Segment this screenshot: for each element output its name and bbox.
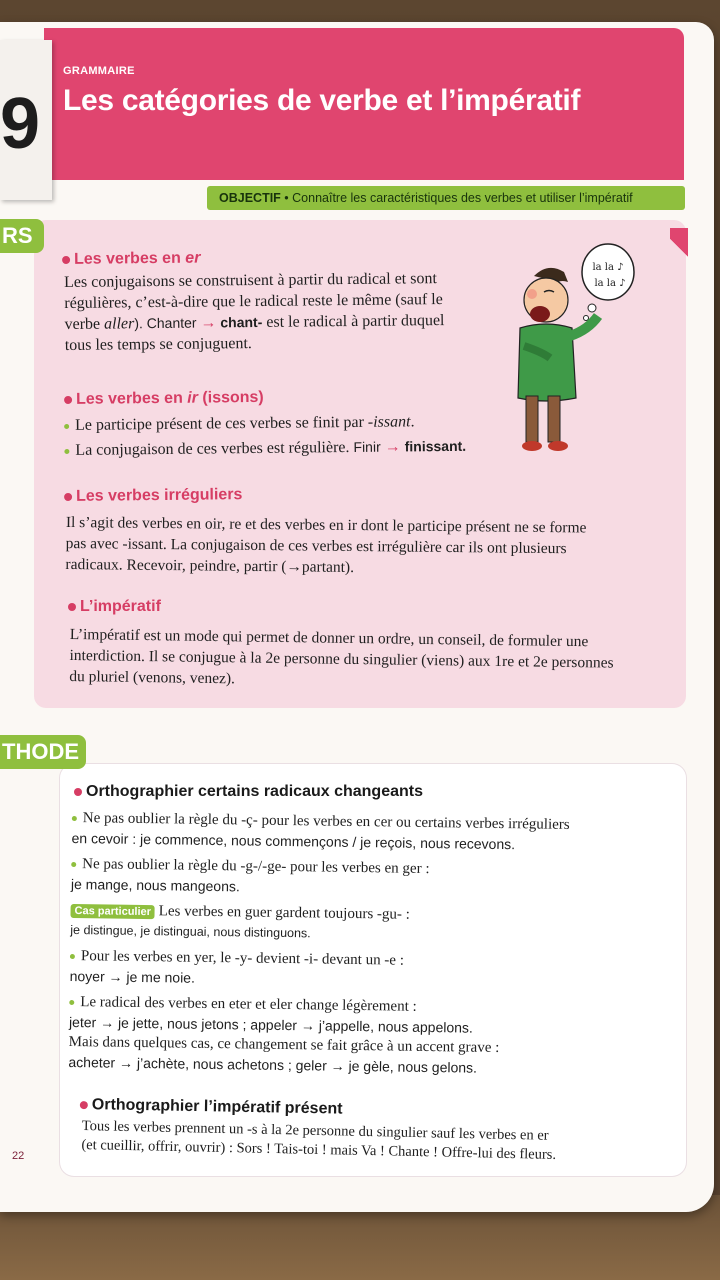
bullet-icon	[70, 954, 75, 959]
bullet-icon	[69, 1000, 74, 1005]
heading-imperatif: L’impératif	[68, 598, 161, 616]
bullet-dot-icon	[74, 788, 82, 796]
heading-verbes-er: Les verbes en er	[62, 250, 200, 269]
chapter-number: 9	[0, 84, 41, 164]
bullet-icon	[72, 816, 77, 821]
paragraph-verbes-ir: Le participe présent de ces verbes se finit par -issant. La conjugaison de ces verbes est régulière. Finir → finissant.	[64, 410, 524, 461]
svg-text:la la ♪: la la ♪	[594, 278, 626, 289]
speech-bubble-text: la la ♪	[592, 262, 624, 273]
heading-imperatif-present: Orthographier l’impératif présent	[80, 1096, 343, 1119]
page-number: 22	[12, 1150, 25, 1162]
corner-flag	[670, 228, 688, 268]
bullet-icon	[64, 424, 69, 429]
bullet-dot-icon	[68, 603, 76, 611]
bullet-dot-icon	[80, 1101, 88, 1109]
bullet-icon	[64, 449, 69, 454]
bullet-dot-icon	[62, 256, 70, 264]
bullet-dot-icon	[64, 493, 72, 501]
methode-tab: THODE	[0, 735, 86, 769]
bullet-dot-icon	[64, 396, 72, 404]
section-label: GRAMMAIRE	[63, 65, 135, 77]
page-title: Les catégories de verbe et l’impératif	[63, 84, 581, 117]
paragraph-verbes-er: Les conjugaisons se construisent à partir du radical et sont régulières, c’est-à-dire que le radical reste le même (sauf le verbe aller). Chanter → chant- est le radical à partir duquel tous les temps se conjuguent.	[64, 270, 445, 354]
objective-text: • Connaître les caractéristiques des verbes et utiliser l’impératif	[284, 191, 633, 205]
heading-radicaux-changeants: Orthographier certains radicaux changeants	[74, 783, 423, 801]
paragraph-verbes-irreguliers: Il s’agit des verbes en oir, re et des verbes en ir dont le participe présent ne se forme pas avec -issant. La conjugaison de ces verbes est irrégulière car ils ont plusieurs radicaux. Recevoir, peindre, partir (→partant).	[65, 513, 587, 577]
paragraph-imperatif: L’impératif est un mode qui permet de donner un ordre, un conseil, de formuler une interdiction. Il se conjugue à la 2e personne du singulier (viens) aux 1re et 2e personnes du pluriel (venons, venez).	[69, 625, 614, 688]
cas-particulier-badge: Cas particulier	[70, 904, 155, 919]
methode-content: Ne pas oublier la règle du -ç- pour les verbes en cer ou certains verbes irréguliers en cevoir : je commence, nous commençons / je reçois, nous recevons. Ne pas oublier la règle du -g-/-ge- pour les verbes en ger : je mange, nous mangeons. Cas particulier Les verbes en guer gardent toujours -gu- : je distingue, je distinguai, nous distinguons. Pour les verbes en yer, le -y- devient -i- devant un -e : noyer → je me noie. Le radical des verbes en eter et eler change légèrement : jeter → je jette, nous jetons ; appeler → j’appelle, nous appelons. Mais dans quelques cas, ce changement se fait grâce à un accent grave : acheter → j’achète, nous achetons ; geler → je gèle, nous gelons.	[68, 810, 570, 1076]
bullet-icon	[71, 862, 76, 867]
cours-tab: RS	[0, 219, 44, 253]
heading-verbes-ir: Les verbes en ir (issons)	[64, 389, 264, 409]
objective-label: OBJECTIF	[219, 191, 281, 205]
heading-verbes-irreguliers: Les verbes irréguliers	[64, 486, 242, 506]
paragraph-imperatif-present: Tous les verbes prennent un -s à la 2e personne du singulier sauf les verbes en er (et cueillir, offrir, ouvrir) : Sors ! Tais-toi ! mais Va ! Chante ! Offre-lui des fleurs.	[81, 1117, 557, 1163]
objective-banner	[207, 186, 685, 210]
